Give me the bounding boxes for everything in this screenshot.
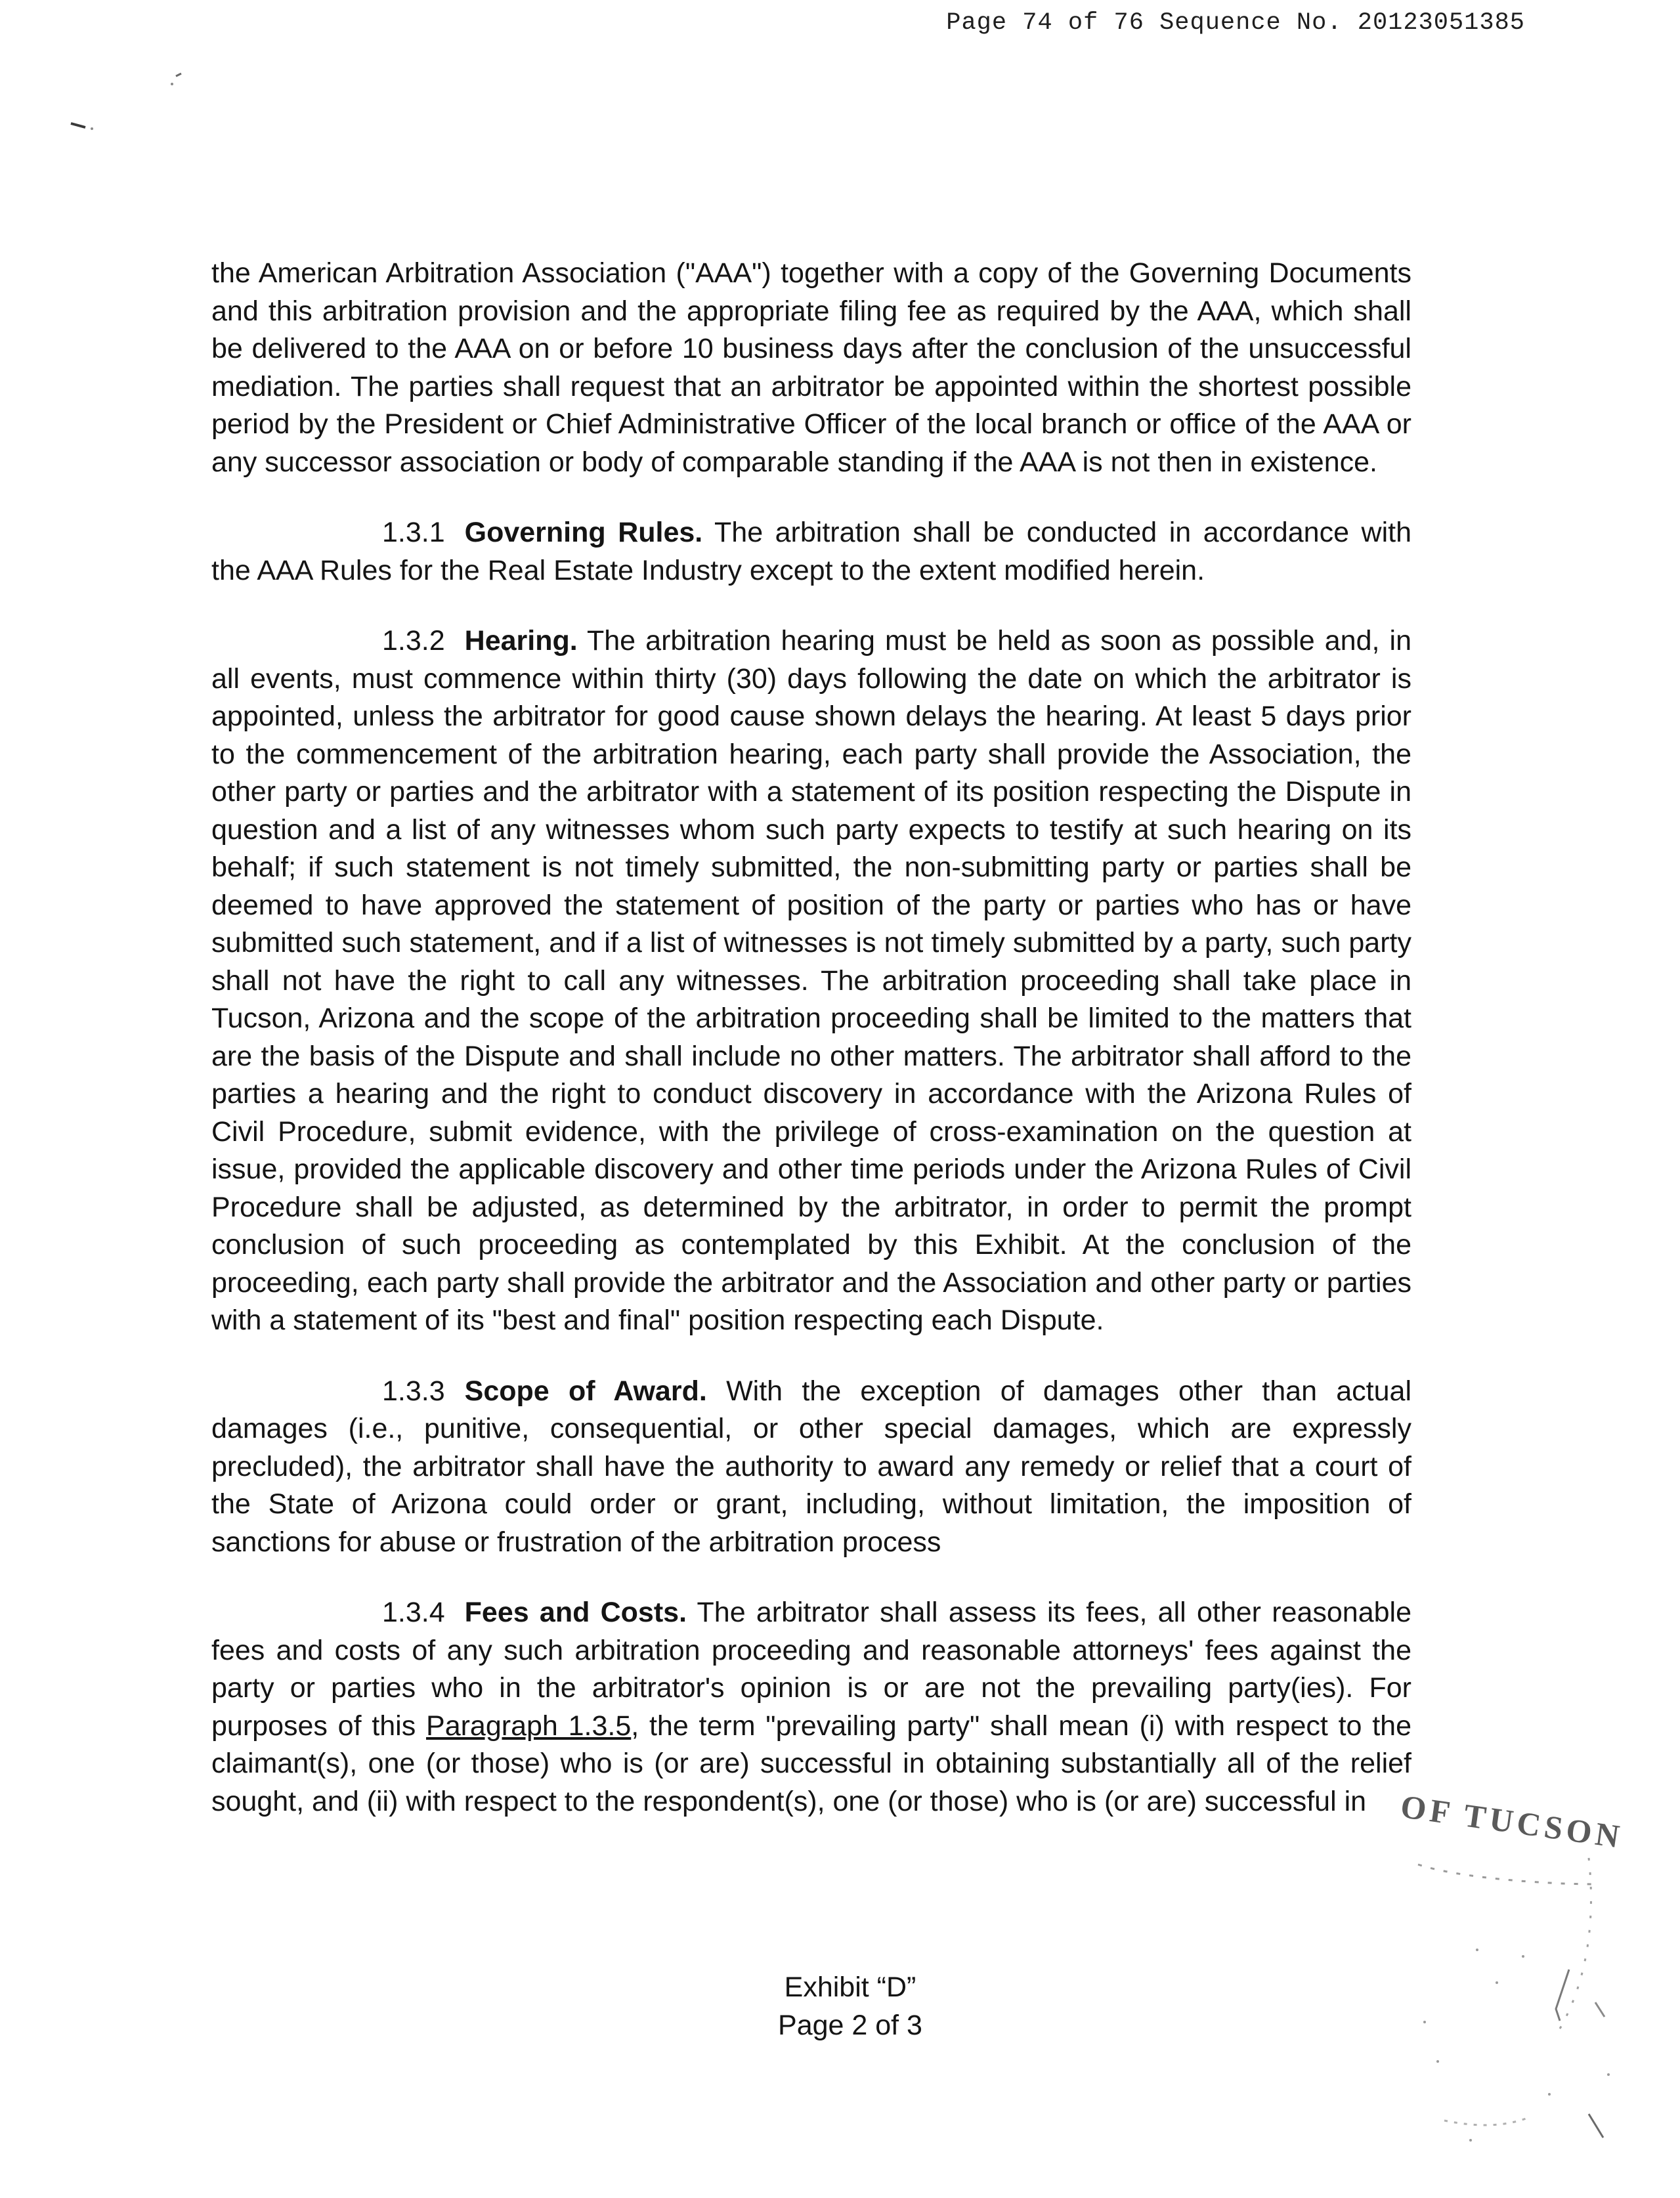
section-text: The arbitration hearing must be held as soon as possible and, in all events, must commence within thirty (30) days following the date on which the arbitrator is appointed, unless the arbitrator for good cause shown delays the hearing. At least 5 days prior to the commencement of the arbitration hearing, each party shall provide the Association, the other party or parties and the arbitrator with a statement of its position respecting the Dispute in question and a list of any witnesses whom such party expects to testify at such hearing on its behalf; if such statement is not timely submitted, the non-submitting party or parties shall be deemed to have approved the statement of position of the party or parties who has or have submitted such statement, and if a list of witnesses is not timely submitted by a party, such party shall not have the right to call any witnesses. The arbitration proceeding shall take place in Tucson, Arizona and the scope of the arbitration proceeding shall be limited to the matters that are the basis of the Dispute and shall include no other matters. The arbitrator shall afford to the parties a hearing and the right to conduct discovery in accordance with the Arizona Rules of Civil Procedure, submit evidence, with the privilege of cross-examination on the question at issue, provided the applicable discovery and other time periods under the Arizona Rules of Civil Procedure shall be adjusted, as determined by the arbitrator, in order to permit the prompt conclusion of such proceeding as contemplated by this Exhibit. At the conclusion of the proceeding, each party shall provide the arbitrator and the Association and other party or parties with a statement of its "best and final" position respecting each Dispute.	[211, 625, 1411, 1336]
exhibit-label: Exhibit “D”	[784, 1972, 916, 2003]
page-sequence-header: Page 74 of 76 Sequence No. 20123051385	[946, 9, 1525, 37]
section-number: 1.3.1	[382, 517, 445, 548]
city-seal-stamp	[1398, 1786, 1674, 2153]
section-1-3-1	[211, 514, 1411, 590]
section-number: 1.3.3	[382, 1375, 445, 1407]
section-heading: Scope of Award.	[464, 1375, 707, 1407]
page-footer	[729, 1968, 972, 2044]
section-1-3-4	[211, 1594, 1411, 1821]
section-text: The arbitration shall be conducted in accordance with the AAA Rules for the Real Estate Industry except to the extent modified herein.	[211, 517, 1412, 586]
section-text: With the exception of damages other than actual damages (i.e., punitive, consequential, or other special damages, which are expressly precluded), the arbitrator shall have the authority to award any remedy or relief that a court of the State of Arizona could order or grant, including, without limitation, the imposition of sanctions for abuse or frustration of the arbitration process	[211, 1375, 1411, 1558]
section-text-continued: , the term "prevailing party" shall mean (i) with respect to the claimant(s), one (or those) who is (or are) successful in obtaining substantially all of the relief sought, and (ii) with respect to the respondent(s), one (or those) who is (or are) successful in	[211, 1710, 1412, 1817]
section-heading: Governing Rules.	[464, 517, 703, 548]
section-number: 1.3.2	[382, 625, 445, 657]
page-number: Page 2 of 3	[778, 2010, 922, 2041]
section-text: The arbitrator shall assess its fees, all other reasonable fees and costs of any such arbitration proceeding and reasonable attorneys' fees against the party or parties who in the arbitrator's opinion is or are not the prevailing party(ies). For purposes of this	[211, 1597, 1412, 1742]
section-1-3-3	[211, 1373, 1411, 1562]
intro-paragraph: the American Arbitration Association ("AAA") together with a copy of the Governing Documents and this arbitration provision and the appropriate filing fee as required by the AAA, which shall be delivered to the AAA on or before 10 business days after the conclusion of the unsuccessful mediation. The parties shall request that an arbitrator be appointed within the shortest possible period by the President or Chief Administrative Officer of the local branch or office of the AAA or any successor association or body of comparable standing if the AAA is not then in existence.	[211, 257, 1411, 478]
seal-text: OF TUCSON	[1398, 1787, 1626, 1855]
document-body	[211, 255, 1411, 1853]
scan-specks	[0, 0, 197, 171]
section-heading: Fees and Costs.	[464, 1597, 687, 1628]
section-number: 1.3.4	[382, 1597, 445, 1628]
section-1-3-2	[211, 622, 1411, 1340]
section-heading: Hearing.	[464, 625, 578, 657]
paragraph-reference: Paragraph 1.3.5	[426, 1710, 632, 1742]
